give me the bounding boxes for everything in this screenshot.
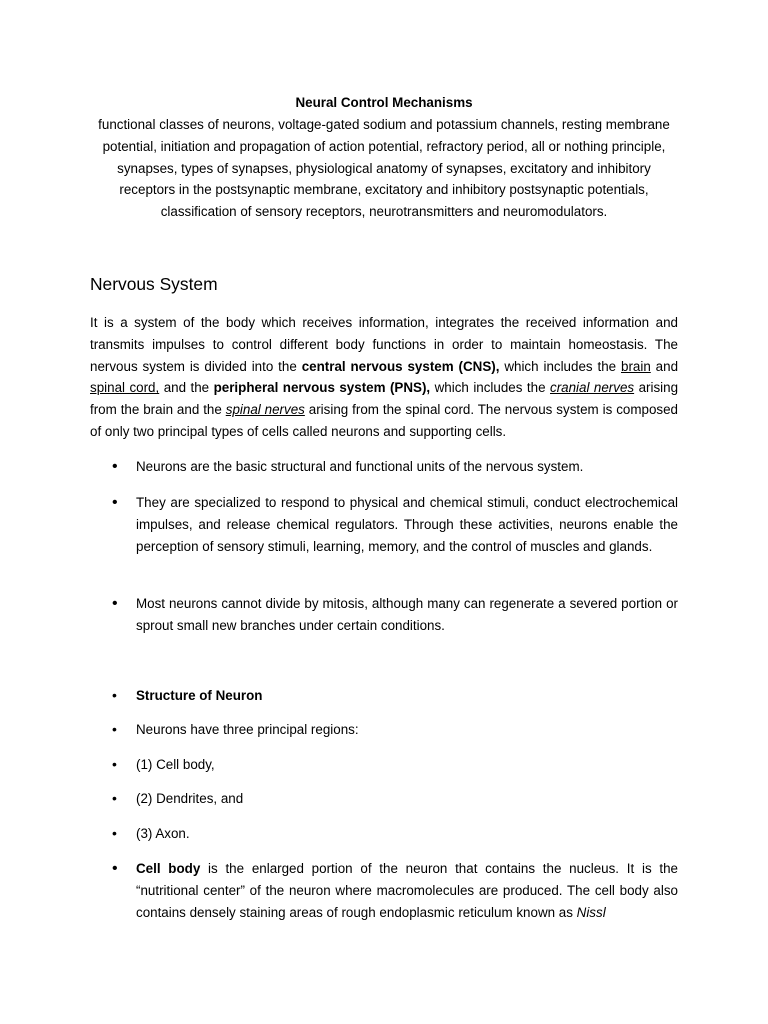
cell-body-text: is the enlarged portion of the neuron that contains the nucleus. It is the “nutritional center” of the neuron where macromolecules are produced. The cell body also contains densely staining areas of rough endoplasmic reticulum known as bbox=[136, 861, 678, 920]
bullet-icon: • bbox=[112, 458, 118, 475]
bullet-text: (3) Axon. bbox=[136, 826, 190, 841]
bullet-text: Most neurons cannot divide by mitosis, although many can regenerate a severed portion or sprout small new branches under certain conditions. bbox=[136, 596, 678, 633]
bullet-text: (2) Dendrites, and bbox=[136, 791, 244, 806]
bullet-icon: • bbox=[112, 494, 118, 511]
structure-heading: Structure of Neuron bbox=[136, 688, 263, 703]
bullet-icon: • bbox=[112, 790, 117, 806]
spinal-cord-term: spinal cord, bbox=[90, 380, 160, 396]
intro-text: arising from the brain and the bbox=[90, 380, 679, 418]
spinal-nerves-term: spinal nerves bbox=[225, 402, 305, 418]
section-heading: Nervous System bbox=[90, 274, 218, 294]
pns-term: peripheral nervous system (PNS), bbox=[213, 380, 431, 396]
bullet-icon: • bbox=[112, 687, 117, 703]
bullet-text bbox=[136, 858, 678, 923]
intro-text: and the bbox=[159, 380, 214, 396]
bullet-icon: • bbox=[112, 721, 117, 737]
intro-text: It is a system of the body which receives information, integrates the received information and transmits impulses to control different body functions in order to maintain homeostasis. The nervous system is divided into the bbox=[90, 315, 678, 374]
intro-text: which includes the bbox=[430, 380, 550, 396]
cell-body-term: Cell body bbox=[136, 861, 201, 876]
bullet-text: (1) Cell body, bbox=[136, 757, 215, 772]
bullet-icon: • bbox=[112, 756, 117, 772]
bullet-text: They are specialized to respond to physical and chemical stimuli, conduct electrochemical impulses, and release chemical regulators. Through these activities, neurons enable the perception of sensory stimuli, learning, memory, and the control of muscles and glands. bbox=[136, 495, 678, 554]
document-title: Neural Control Mechanisms bbox=[295, 95, 473, 110]
intro-paragraph bbox=[90, 312, 678, 443]
bullet-icon: • bbox=[112, 595, 118, 612]
intro-text: arising from the spinal cord. The nervous system is composed of only two principal types of cells called neurons and supporting cells. bbox=[90, 402, 679, 439]
nissl-term: Nissl bbox=[576, 904, 606, 920]
cranial-nerves-term: cranial nerves bbox=[550, 380, 635, 396]
cns-term: central nervous system (CNS), bbox=[301, 358, 500, 374]
brain-term: brain bbox=[621, 358, 651, 374]
intro-text: and bbox=[650, 358, 679, 374]
topics-list: functional classes of neurons, voltage-gated sodium and potassium channels, resting membrane potential, initiation and propagation of action potential, refractory period, all or nothing principle, synapses, types of synapses, physiological anatomy of synapses, excitatory and inhibitory receptors in the postsynaptic membrane, excitatory and inhibitory postsynaptic potentials, classification of sensory receptors, neurotransmitters and neuromodulators. bbox=[98, 117, 670, 220]
bullet-icon: • bbox=[112, 825, 117, 841]
intro-text: which includes the bbox=[499, 358, 621, 374]
bullet-text: Neurons have three principal regions: bbox=[136, 722, 359, 737]
bullet-text: Neurons are the basic structural and functional units of the nervous system. bbox=[136, 459, 584, 474]
bullet-icon: • bbox=[112, 860, 118, 877]
